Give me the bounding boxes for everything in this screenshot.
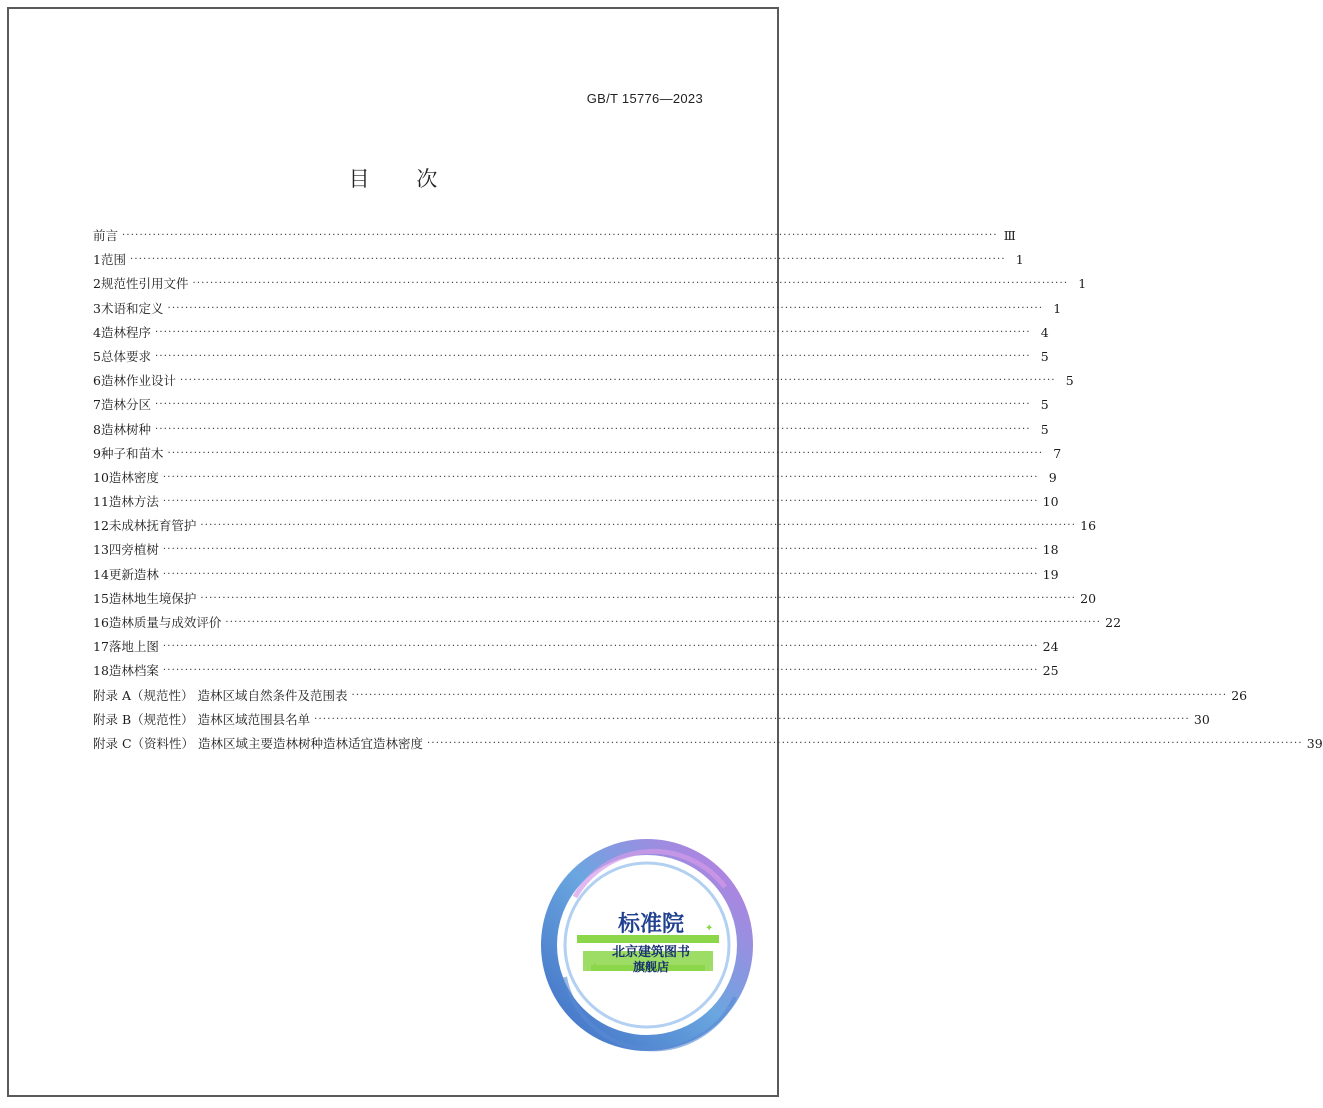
toc-entry-label: 造林树种 <box>100 421 151 437</box>
toc-entry-page: 1 <box>1078 276 1087 292</box>
toc-entry-page: 18 <box>1042 542 1059 558</box>
toc-entry-label: 造林密度 <box>108 469 159 485</box>
toc-entry[interactable] <box>93 418 1049 442</box>
toc-entry-page: 5 <box>1040 397 1049 413</box>
toc-entry-number: 15 <box>93 590 109 606</box>
toc-entry[interactable] <box>93 393 1049 417</box>
toc-leader-dots: ········································································································································································································ <box>225 617 1102 628</box>
toc-entry-number: 17 <box>93 639 109 655</box>
toc-entry[interactable] <box>93 635 1059 659</box>
toc-entry-label: 造林档案 <box>108 663 159 679</box>
toc-leader-dots: ········································································································································································································ <box>162 568 1039 580</box>
toc-entry-page: 7 <box>1053 445 1062 461</box>
toc-leader-dots: ········································································································································································································ <box>154 399 1031 411</box>
toc-entry-page: 24 <box>1042 639 1059 655</box>
document-page <box>7 7 1323 1097</box>
seal-line2: 旗舰店 <box>632 960 669 974</box>
toc-entry-page: 20 <box>1080 590 1097 606</box>
toc-entry-page: 10 <box>1042 494 1059 510</box>
toc-entry[interactable] <box>93 587 1097 611</box>
toc-entry-label: 造林程序 <box>100 324 151 340</box>
toc-entry-page: 4 <box>1040 324 1049 340</box>
toc-entry-label: 规范性引用文件 <box>100 276 189 292</box>
toc-entry-number: 14 <box>93 566 109 582</box>
table-of-contents <box>93 224 1323 756</box>
toc-entry-number: 11 <box>93 494 109 510</box>
toc-entry-number: 4 <box>93 324 101 340</box>
toc-leader-dots: ········································································································································································································ <box>162 471 1039 483</box>
toc-entry-label: 种子和苗木 <box>100 445 164 461</box>
toc-entry[interactable] <box>93 684 1248 708</box>
toc-entry-page: 16 <box>1080 518 1097 534</box>
toc-entry-page: 26 <box>1231 687 1248 703</box>
toc-entry-label: 造林地生境保护 <box>108 590 197 606</box>
toc-leader-dots: ········································································································································································································ <box>122 230 998 241</box>
toc-entry[interactable] <box>93 708 1210 732</box>
toc-entry-page: 39 <box>1306 735 1323 751</box>
toc-leader-dots: ········································································································································································································ <box>179 375 1056 387</box>
toc-entry-label: 术语和定义 <box>100 300 164 316</box>
toc-title: 目 次 <box>348 167 438 191</box>
toc-entry-number: 13 <box>93 542 109 558</box>
toc-entry[interactable] <box>93 297 1062 321</box>
toc-entry-label: 附录 A（规范性） 造林区域自然条件及范围表 <box>93 687 348 703</box>
toc-entry-page: 25 <box>1042 663 1059 679</box>
toc-entry-label: 造林作业设计 <box>100 373 176 389</box>
seal-line1: 北京建筑图书 <box>611 945 690 960</box>
toc-entry-page: 1 <box>1053 300 1062 316</box>
toc-entry-number: 16 <box>93 615 109 630</box>
toc-leader-dots: ········································································································································································································ <box>167 447 1044 459</box>
toc-entry[interactable] <box>93 611 1122 635</box>
toc-leader-dots: ········································································································································································································ <box>162 544 1039 556</box>
toc-entry-page: 1 <box>1015 252 1024 268</box>
toc-entry-label: 四旁植树 <box>108 542 159 558</box>
toc-entry-page: 5 <box>1065 373 1074 389</box>
toc-leader-dots: ········································································································································································································ <box>351 689 1228 701</box>
toc-entry-label: 落地上图 <box>108 639 159 655</box>
toc-entry-number: 9 <box>93 445 101 461</box>
toc-entry[interactable] <box>93 272 1087 296</box>
toc-leader-dots: ········································································································································································································ <box>192 278 1069 290</box>
toc-entry[interactable] <box>93 732 1323 756</box>
toc-entry-page: 5 <box>1040 348 1049 364</box>
toc-entry[interactable] <box>93 321 1049 345</box>
toc-entry[interactable] <box>93 345 1049 369</box>
toc-entry[interactable] <box>93 563 1059 587</box>
toc-entry-label: 造林质量与成效评价 <box>108 615 222 630</box>
toc-entry-number: 6 <box>93 373 101 389</box>
seal-title: 标准院 <box>617 912 684 937</box>
toc-leader-dots: ········································································································································································································ <box>154 350 1031 362</box>
toc-entry-number: 5 <box>93 348 101 364</box>
toc-entry[interactable] <box>93 466 1057 490</box>
toc-leader-dots: ········································································································································································································ <box>167 302 1044 314</box>
toc-entry-label: 前言 <box>93 228 119 243</box>
toc-entry[interactable] <box>93 659 1059 683</box>
toc-entry-page: 22 <box>1105 615 1122 630</box>
toc-entry-page: 19 <box>1042 566 1059 582</box>
standard-code: GB/T 15776—2023 <box>586 91 703 106</box>
toc-entry-label: 造林方法 <box>108 494 159 510</box>
toc-entry[interactable] <box>93 538 1059 562</box>
toc-entry-number: 1 <box>93 252 101 268</box>
toc-leader-dots: ········································································································································································································ <box>200 592 1077 604</box>
toc-entry-label: 附录 B（规范性） 造林区域范围县名单 <box>93 711 311 727</box>
toc-leader-dots: ········································································································································································································ <box>162 496 1039 508</box>
toc-entry-label: 更新造林 <box>108 566 159 582</box>
toc-entry-page: 9 <box>1048 469 1057 485</box>
toc-entry-number: 2 <box>93 276 101 292</box>
toc-entry-number: 7 <box>93 397 101 413</box>
toc-entry-page: 5 <box>1040 421 1049 437</box>
toc-entry-label: 造林分区 <box>100 397 151 413</box>
toc-leader-dots: ········································································································································································································ <box>314 713 1190 725</box>
toc-leader-dots: ········································································································································································································ <box>154 423 1031 435</box>
svg-text:✦: ✦ <box>705 923 714 934</box>
toc-leader-dots: ········································································································································································································ <box>200 520 1077 532</box>
toc-entry[interactable] <box>93 442 1062 466</box>
toc-entry[interactable] <box>93 224 1016 248</box>
toc-leader-dots: ········································································································································································································ <box>162 641 1039 653</box>
toc-entry-page: Ⅲ <box>1003 228 1016 243</box>
toc-entry[interactable] <box>93 248 1024 272</box>
toc-entry-number: 10 <box>93 469 109 485</box>
svg-text:✦: ✦ <box>591 962 599 972</box>
toc-leader-dots: ········································································································································································································ <box>154 326 1031 338</box>
toc-entry-label: 未成林抚育管护 <box>108 518 197 534</box>
toc-entry-label: 总体要求 <box>100 348 151 364</box>
toc-entry-number: 18 <box>93 663 109 679</box>
store-seal <box>535 827 767 1059</box>
toc-entry-label: 范围 <box>100 252 126 268</box>
toc-entry[interactable] <box>93 514 1097 538</box>
toc-entry-number: 8 <box>93 421 101 437</box>
toc-leader-dots: ········································································································································································································ <box>427 737 1303 749</box>
toc-entry-page: 30 <box>1193 711 1210 727</box>
toc-entry-label: 附录 C（资料性） 造林区域主要造林树种造林适宜造林密度 <box>93 735 424 751</box>
toc-entry[interactable] <box>93 369 1074 393</box>
toc-entry[interactable] <box>93 490 1059 514</box>
toc-entry-number: 12 <box>93 518 109 534</box>
toc-leader-dots: ········································································································································································································ <box>162 665 1039 677</box>
toc-entry-number: 3 <box>93 300 101 316</box>
toc-leader-dots: ········································································································································································································ <box>129 254 1006 266</box>
